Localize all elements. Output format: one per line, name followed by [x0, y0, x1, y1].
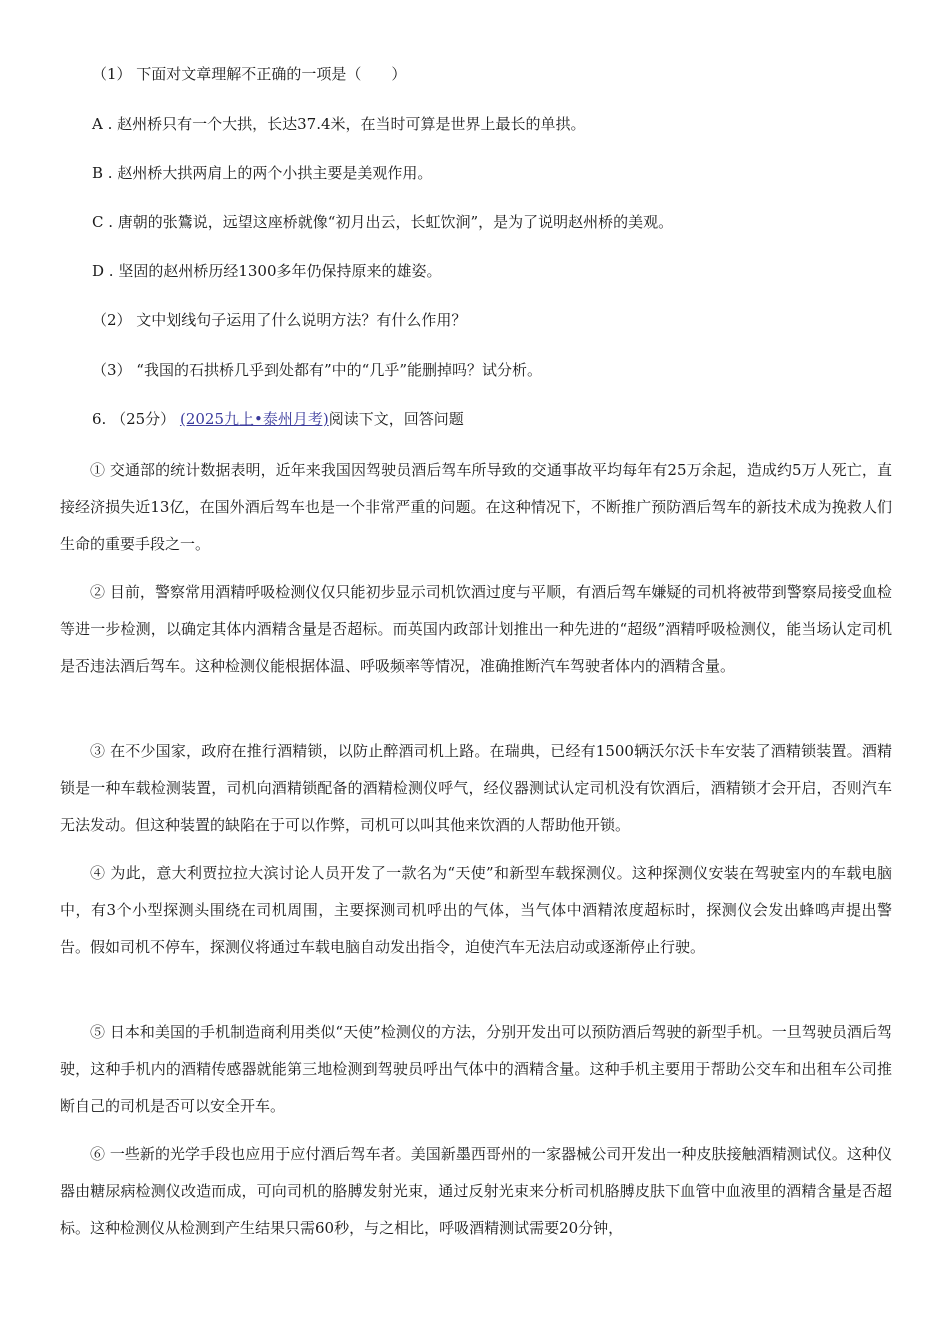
option-c[interactable]: C . 唐朝的张鷟说，远望这座桥就像“初月出云，长虹饮涧”，是为了说明赵州桥的美观。	[92, 213, 674, 231]
passage-paragraph-1: ① 交通部的统计数据表明，近年来我国因驾驶员酒后驾车所导致的交通事故平均每年有25万余起，造成约5万人死亡，直接经济损失近13亿，在国外酒后驾车也是一个非常严重的问题。在这种情况下，不断推广预防酒后驾车的新技术成为挽救人们生命的重要手段之一。	[60, 461, 892, 553]
passage-paragraph-2: ② 目前，警察常用酒精呼吸检测仪仅只能初步显示司机饮酒过度与平顺，有酒后驾车嫌疑的司机将被带到警察局接受血检等进一步检测，以确定其体内酒精含量是否超标。而英国内政部计划推出一种先进的“超级”酒精呼吸检测仪，能当场认定司机是否违法酒后驾车。这种检测仪能根据体温、呼吸频率等情况，准确推断汽车驾驶者体内的酒精含量。	[60, 583, 892, 675]
question-2: （2） 文中划线句子运用了什么说明方法？有什么作用？	[92, 311, 467, 329]
passage-paragraph-6: ⑥ 一些新的光学手段也应用于应付酒后驾车者。美国新墨西哥州的一家器械公司开发出一种皮肤接触酒精测试仪。这种仪器由糖尿病检测仪改造而成，可向司机的胳膊发射光束，通过反射光束来分析司机胳膊皮肤下血管中血液里的酒精含量是否超标。这种检测仪从检测到产生结果只需60秒，与之相比，呼吸酒精测试需要20分钟，	[60, 1145, 892, 1237]
passage-paragraph-4: ④ 为此，意大利贾拉拉大滨讨论人员开发了一款名为“天使”和新型车载探测仪。这种探测仪安装在驾驶室内的车载电脑中，有3个小型探测头围绕在司机周围，主要探测司机呼出的气体，当气体中酒精浓度超标时，探测仪会发出蜂鸣声提出警告。假如司机不停车，探测仪将通过车载电脑自动发出指令，迫使汽车无法启动或逐渐停止行驶。	[60, 864, 892, 956]
question-6-header	[92, 409, 464, 429]
option-d[interactable]: D . 坚固的赵州桥历经1300多年仍保持原来的雄姿。	[92, 262, 442, 280]
passage-paragraph-5: ⑤ 日本和美国的手机制造商利用类似“天使”检测仪的方法，分别开发出可以预防酒后驾驶的新型手机。一旦驾驶员酒后驾驶，这种手机内的酒精传感器就能第三地检测到驾驶员呼出气体中的酒精含量。这种手机主要用于帮助公交车和出租车公司推断自己的司机是否可以安全开车。	[60, 1023, 892, 1115]
option-b[interactable]: B . 赵州桥大拱两肩上的两个小拱主要是美观作用。	[92, 164, 433, 182]
source-link[interactable]: (2025九上•泰州月考)	[179, 410, 329, 428]
option-a[interactable]: A . 赵州桥只有一个大拱，长达37.4米，在当时可算是世界上最长的单拱。	[92, 115, 586, 133]
question-1: （1） 下面对文章理解不正确的一项是（ ）	[92, 65, 407, 83]
question-prompt: 阅读下文，回答问题	[328, 410, 464, 428]
passage-paragraph-3: ③ 在不少国家，政府在推行酒精锁，以防止醉酒司机上路。在瑞典，已经有1500辆沃尔沃卡车安装了酒精锁装置。酒精锁是一种车载检测装置，司机向酒精锁配备的酒精检测仪呼气，经仪器测试认定司机没有饮酒后，酒精锁才会开启，否则汽车无法发动。但这种装置的缺陷在于可以作弊，司机可以叫其他来饮酒的人帮助他开锁。	[60, 742, 892, 834]
question-number: 6.	[92, 410, 107, 428]
question-3: （3） “我国的石拱桥几乎到处都有”中的“几乎”能删掉吗？试分析。	[92, 361, 542, 379]
question-score: （25分）	[111, 410, 176, 428]
